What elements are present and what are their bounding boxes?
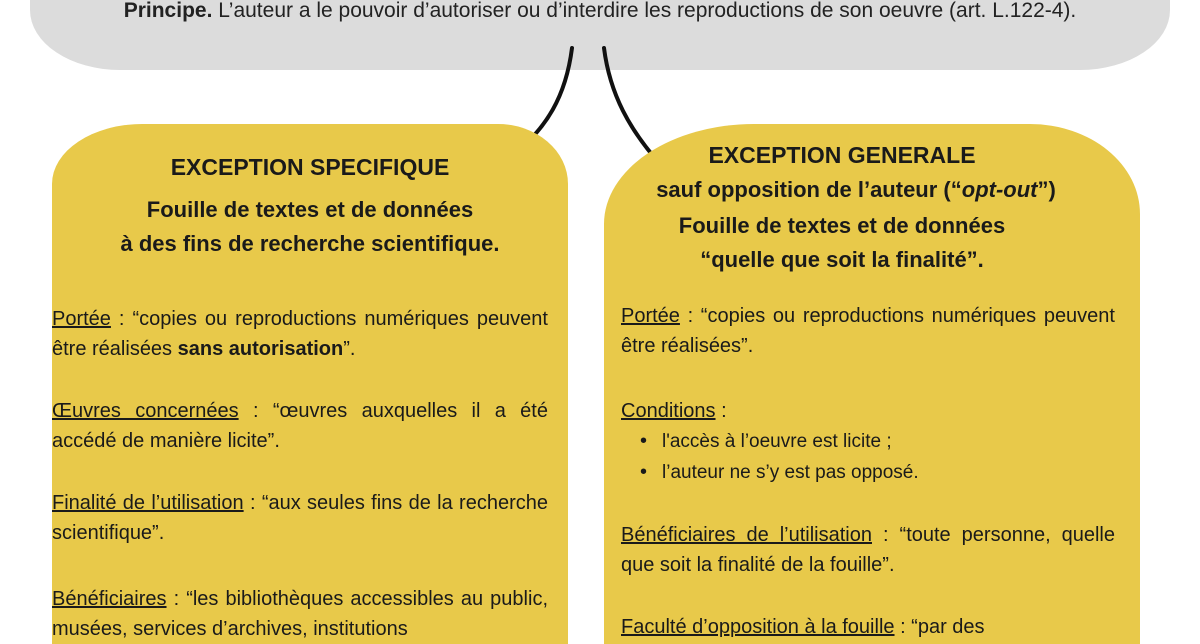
right-faculte-label: Faculté d’opposition à la fouille <box>621 616 895 638</box>
left-oeuvres-text: : “œuvres auxquelles il a été accédé de manière licite”. <box>52 400 548 452</box>
left-portee-bold: sans autorisation <box>177 338 344 360</box>
condition-item: • l'accès à l’oeuvre est licite ; <box>640 426 919 457</box>
right-portee-label: Portée <box>621 305 680 327</box>
optout-text-b: ”) <box>1037 177 1056 202</box>
left-card-subtitle-2: à des fins de recherche scientifique. <box>120 231 500 256</box>
left-finalite-label: Finalité de l’utilisation <box>52 492 244 514</box>
right-card-subtitle-1: Fouille de textes et de données <box>678 213 1006 238</box>
optout-text-a: sauf opposition de l’auteur (“ <box>656 177 962 202</box>
right-faculte <box>621 612 1115 642</box>
right-conditions <box>621 396 1115 426</box>
right-conditions-label: Conditions <box>621 400 716 422</box>
right-card-subtitle-2: “quelle que soit la finalité”. <box>700 247 984 272</box>
right-beneficiaires <box>621 520 1115 580</box>
right-portee <box>621 301 1115 361</box>
left-oeuvres <box>52 396 548 456</box>
left-portee-text: : “copies ou reproductions numériques peuvent être réalisées <box>52 308 548 360</box>
left-beneficiaires-label: Bénéficiaires <box>52 588 167 610</box>
left-beneficiaires <box>52 584 548 644</box>
right-faculte-text: : “par des <box>894 616 985 638</box>
left-portee-label: Portée <box>52 308 111 330</box>
exception-specifique-card <box>52 124 568 644</box>
principle-label: Principe. <box>123 0 213 22</box>
left-oeuvres-label: Œuvres concernées <box>52 400 239 422</box>
left-card-title: EXCEPTION SPECIFIQUE <box>170 154 450 180</box>
left-card-subtitle-1: Fouille de textes et de données <box>146 197 474 222</box>
principle-body: L’auteur a le pouvoir d’autoriser ou d’interdire les reproductions de son oeuvre (art. L.122-4). <box>212 0 1077 22</box>
principle-text <box>0 0 1200 24</box>
right-card-title: EXCEPTION GENERALE <box>708 142 976 168</box>
right-beneficiaires-text: : “toute personne, quelle que soit la finalité de la fouille”. <box>621 524 1115 576</box>
right-conditions-suffix: : <box>715 400 727 422</box>
right-beneficiaires-label: Bénéficiaires de l’utilisation <box>621 524 872 546</box>
right-card-optout <box>588 174 1124 206</box>
conditions-list <box>640 426 919 488</box>
right-portee-text: : “copies ou reproductions numériques peuvent être réalisées”. <box>621 305 1115 357</box>
left-portee <box>52 304 548 364</box>
left-finalite-text: : “aux seules fins de la recherche scientifique”. <box>52 492 548 544</box>
left-finalite <box>52 488 548 548</box>
left-portee-end: ”. <box>343 338 356 360</box>
exception-generale-card <box>604 124 1140 644</box>
left-beneficiaires-text: : “les bibliothèques accessibles au public, musées, services d’archives, institutions <box>52 588 548 640</box>
optout-italic: opt-out <box>961 177 1038 202</box>
condition-item: • l’auteur ne s’y est pas opposé. <box>640 457 919 488</box>
